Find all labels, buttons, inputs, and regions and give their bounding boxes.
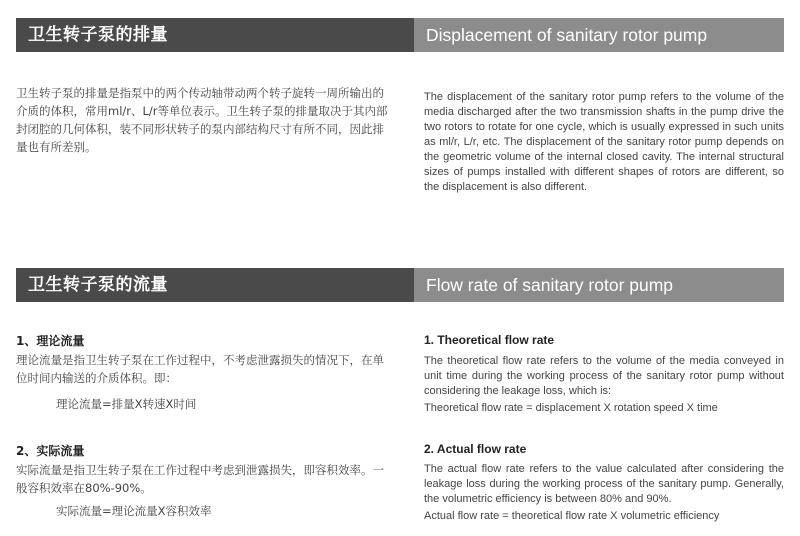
actual-formula-cn: 实际流量=理论流量X容积效率 [56, 504, 212, 518]
section-title-en: Displacement of sanitary rotor pump [414, 18, 784, 52]
theoretical-heading-cn: 1、理论流量 [16, 334, 85, 348]
theoretical-formula-en: Theoretical flow rate = displacement X rotation speed X time [424, 402, 718, 414]
theoretical-body-en: The theoretical flow rate refers to the volume of the media conveyed in unit time during the working process of the sanitary rotor pump without considering the leakage loss, which is: [424, 355, 784, 397]
section-header-displacement [16, 18, 784, 52]
section-title-cn: 卫生转子泵的排量 [16, 18, 414, 52]
section-title-cn: 卫生转子泵的流量 [16, 268, 414, 302]
theoretical-body-cn: 理论流量是指卫生转子泵在工作过程中，不考虑泄露损失的情况下，在单位时间内输送的介质体积。即： [16, 353, 384, 385]
actual-heading-en: 2. Actual flow rate [424, 442, 527, 456]
actual-body-en: The actual flow rate refers to the value calculated after considering the leakage loss during the working process of the sanitary pump. Generally, the volumetric efficiency is between 80% and 90%. [424, 463, 784, 505]
actual-formula-en: Actual flow rate = theoretical flow rate X volumetric efficiency [424, 510, 720, 522]
theoretical-heading-en: 1. Theoretical flow rate [424, 333, 555, 347]
theoretical-formula-cn: 理论流量=排量X转速X时间 [56, 397, 197, 411]
displacement-body-en: The displacement of the sanitary rotor pump refers to the volume of the media discharged after the two transmission shafts in the pump drive the two rotors to rotate for one cycle, which is usually expressed in such units as ml/r, L/r, etc. The displacement of the sanitary rotor pump depends on the geometric volume of the internal closed cavity. The internal structural sizes of pumps installed with different shapes of rotors are different, so the displacement is also different. [424, 91, 784, 193]
actual-body-cn: 实际流量是指卫生转子泵在工作过程中考虑到泄露损失，即容积效率。一般容积效率在80%-90%。 [16, 463, 384, 495]
section-header-flow-rate [16, 268, 784, 302]
displacement-body-cn: 卫生转子泵的排量是指泵中的两个传动轴带动两个转子旋转一周所输出的介质的体积，常用ml/r、L/r等单位表示。卫生转子泵的排量取决于其内部封闭腔的几何体积，装不同形状转子的泵内部结构尺寸有所不同，因此排量也有所差别。 [16, 86, 388, 154]
actual-heading-cn: 2、实际流量 [16, 444, 85, 458]
section-title-en: Flow rate of sanitary rotor pump [414, 268, 784, 302]
